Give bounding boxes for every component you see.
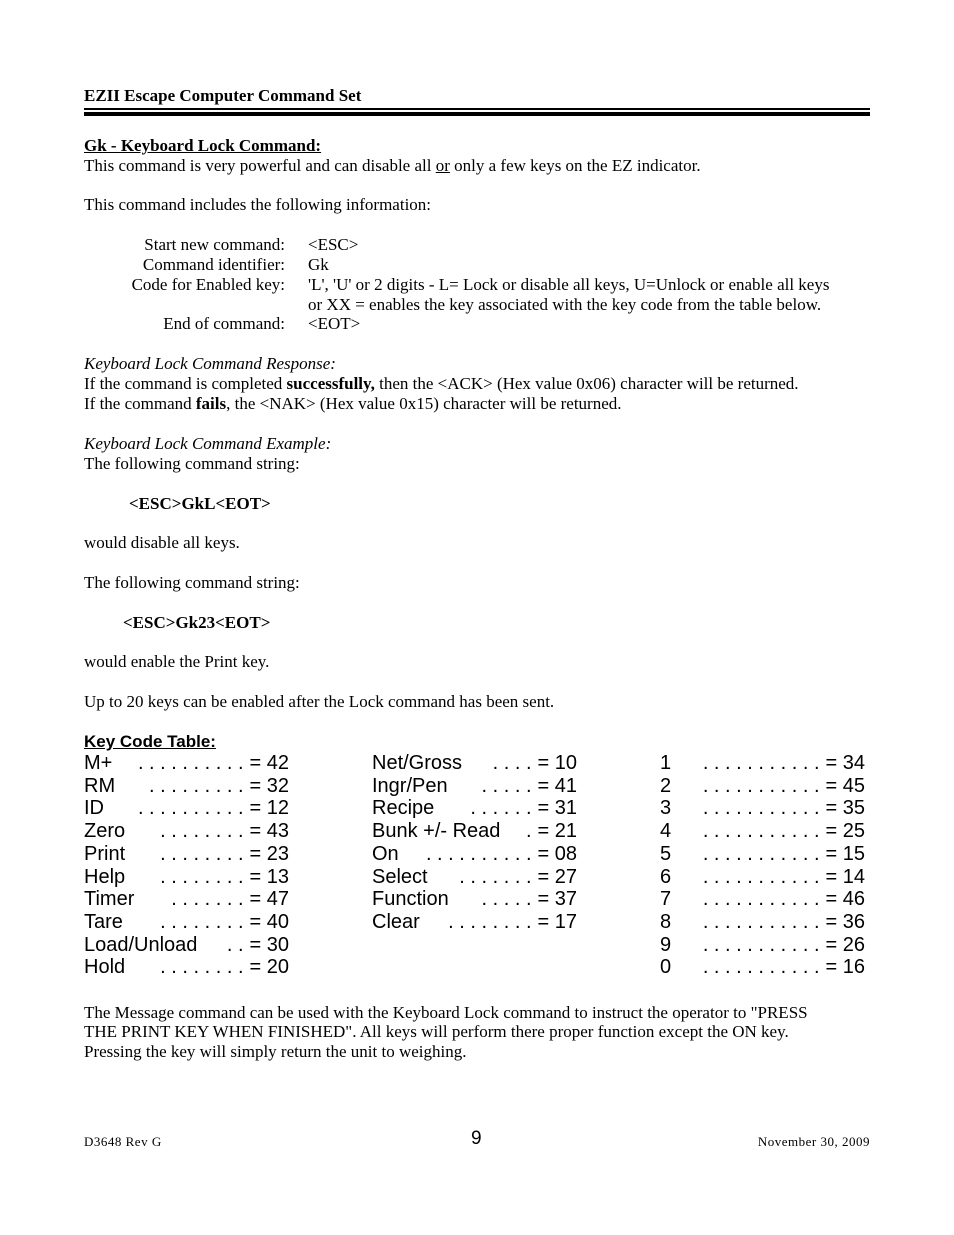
leader-dots: . . . . . xyxy=(481,888,532,911)
param-value: <EOT> xyxy=(308,314,361,333)
footer-doc-id: D3648 Rev G xyxy=(84,1134,162,1149)
key-code-row xyxy=(84,866,289,889)
key-code-value: = 46 xyxy=(825,888,865,911)
example-result: would enable the Print key. xyxy=(84,652,270,671)
closing-line: Pressing the key will simply return the unit to weighing. xyxy=(84,1042,467,1061)
key-name: Clear xyxy=(372,910,420,933)
key-name: 7 xyxy=(660,888,672,911)
key-code-value: = 30 xyxy=(249,933,289,956)
leader-dots: . . . . . . . . . . xyxy=(425,842,532,865)
key-name: 4 xyxy=(660,820,672,843)
key-code-value: = 08 xyxy=(537,842,577,865)
key-code-value: = 27 xyxy=(537,865,577,888)
example-note: Up to 20 keys can be enabled after the Lock command has been sent. xyxy=(84,692,555,711)
key-code-value: = 35 xyxy=(825,797,865,820)
leader-dots: . . . . . . . . . . . xyxy=(702,956,820,979)
document-header-title: EZII Escape Computer Command Set xyxy=(84,86,362,105)
leader-dots: . xyxy=(525,820,532,843)
key-name: Recipe xyxy=(372,797,435,820)
key-name: Tare xyxy=(84,910,123,933)
param-value: Gk xyxy=(308,255,329,274)
param-value: 'L', 'U' or 2 digits - L= Lock or disable all keys, U=Unlock or enable all keys xyxy=(308,275,830,294)
key-name: 6 xyxy=(660,865,672,888)
leader-dots: . . . . . . . . . . . xyxy=(702,752,820,774)
key-code-value: = 17 xyxy=(537,910,577,933)
intro-text-a: This command is very powerful and can disable all xyxy=(84,156,436,175)
key-code-value: = 26 xyxy=(825,933,865,956)
example-result: would disable all keys. xyxy=(84,533,240,552)
example-intro: The following command string: xyxy=(84,573,300,592)
key-table-title: Key Code Table: xyxy=(84,732,216,751)
key-code-row xyxy=(84,843,289,866)
leader-dots: . . . . . . . xyxy=(459,865,532,888)
leader-dots: . . . . . . . . . xyxy=(149,774,244,797)
key-name: Ingr/Pen xyxy=(372,774,448,797)
leader-dots: . . . . . . . . . . . xyxy=(702,797,820,820)
key-code-row xyxy=(660,820,865,843)
key-code-row xyxy=(660,911,865,934)
key-code-value: = 20 xyxy=(249,956,289,979)
key-code-row xyxy=(372,888,577,911)
key-code-value: = 21 xyxy=(537,820,577,843)
key-name: Zero xyxy=(84,820,126,843)
includes-line: This command includes the following information: xyxy=(84,195,432,214)
leader-dots: . . . . . . . . xyxy=(160,820,244,843)
key-code-row xyxy=(84,797,289,820)
key-code-row xyxy=(84,820,289,843)
key-code-value: = 32 xyxy=(249,774,289,797)
param-value: <ESC> xyxy=(308,235,359,254)
key-code-row xyxy=(84,956,289,979)
param-label: Command identifier: xyxy=(142,255,285,274)
key-code-row xyxy=(660,956,865,979)
key-name: Select xyxy=(372,865,428,888)
key-code-row xyxy=(660,775,865,798)
leader-dots: . . . . xyxy=(492,752,532,774)
key-code-row xyxy=(372,797,577,820)
param-label: End of command: xyxy=(163,314,285,333)
param-label: Start new command: xyxy=(144,235,285,254)
leader-dots: . . . . . . . . xyxy=(448,910,532,933)
leader-dots: . . . . . . . . . . . xyxy=(702,820,820,843)
key-code-value: = 12 xyxy=(249,797,289,820)
key-name: Bunk +/- Read xyxy=(372,820,501,843)
leader-dots: . . . . . . xyxy=(470,797,532,820)
response-title: Keyboard Lock Command Response: xyxy=(84,354,336,373)
leader-dots: . . . . . . . . . . xyxy=(137,797,244,820)
leader-dots: . . . . . . . . . . . xyxy=(702,888,820,911)
key-code-row xyxy=(660,797,865,820)
key-code-row xyxy=(660,934,865,957)
key-name: 9 xyxy=(660,933,672,956)
key-code-value: = 37 xyxy=(537,888,577,911)
leader-dots: . . . . . . . . xyxy=(160,910,244,933)
key-name: ID xyxy=(84,797,104,820)
key-name: Print xyxy=(84,842,126,865)
key-code-value: = 31 xyxy=(537,797,577,820)
key-code-value: = 47 xyxy=(249,888,289,911)
key-code-row xyxy=(84,752,289,775)
key-name: Timer xyxy=(84,888,135,911)
key-code-value: = 41 xyxy=(537,774,577,797)
param-value-continued: or XX = enables the key associated with the key code from the table below. xyxy=(308,295,822,314)
key-name: Net/Gross xyxy=(372,752,463,774)
key-code-value: = 34 xyxy=(825,752,865,774)
key-code-row xyxy=(84,775,289,798)
key-name: 8 xyxy=(660,910,672,933)
leader-dots: . . . . . . . . . . . xyxy=(702,865,820,888)
key-code-row xyxy=(84,911,289,934)
key-code-value: = 13 xyxy=(249,865,289,888)
key-name: 3 xyxy=(660,797,672,820)
response-text: then the <ACK> (Hex value 0x06) character will be returned. xyxy=(374,374,799,393)
closing-line: The Message command can be used with the Keyboard Lock command to instruct the operator to "PRESS xyxy=(84,1003,808,1022)
key-code-value: = 14 xyxy=(825,865,865,888)
example-intro: The following command string: xyxy=(84,454,300,473)
param-label: Code for Enabled key: xyxy=(131,275,285,294)
key-name: Function xyxy=(372,888,449,911)
response-text: If the command xyxy=(84,394,196,413)
intro-text-or: or xyxy=(435,156,450,175)
closing-line: THE PRINT KEY WHEN FINISHED". All keys will perform there proper function except the ON key. xyxy=(84,1022,789,1041)
page-number: 9 xyxy=(471,1128,482,1149)
key-name: Help xyxy=(84,865,126,888)
intro-text-b: only a few keys on the EZ indicator. xyxy=(449,156,701,175)
key-code-row xyxy=(372,843,577,866)
key-code-value: = 36 xyxy=(825,910,865,933)
response-text: If the command is completed xyxy=(84,374,287,393)
key-code-value: = 15 xyxy=(825,842,865,865)
key-name: 2 xyxy=(660,774,672,797)
key-code-row xyxy=(84,934,289,957)
footer-date: November 30, 2009 xyxy=(757,1134,870,1149)
leader-dots: . . xyxy=(226,933,244,956)
key-name: Hold xyxy=(84,956,126,979)
section-heading: Gk - Keyboard Lock Command: xyxy=(84,136,322,155)
key-code-row xyxy=(372,820,577,843)
key-name: RM xyxy=(84,774,116,797)
key-code-value: = 16 xyxy=(825,956,865,979)
leader-dots: . . . . . . . . xyxy=(160,956,244,979)
key-code-row xyxy=(372,752,577,775)
leader-dots: . . . . . . . . xyxy=(160,842,244,865)
response-text: , the <NAK> (Hex value 0x15) character will be returned. xyxy=(226,394,622,413)
key-code-row xyxy=(660,866,865,889)
key-code-row xyxy=(372,866,577,889)
leader-dots: . . . . . . . . . . . xyxy=(702,933,820,956)
key-code-value: = 40 xyxy=(249,910,289,933)
response-emphasis: successfully, xyxy=(286,374,375,393)
leader-dots: . . . . . . . . . . . xyxy=(702,910,820,933)
key-name: M+ xyxy=(84,752,113,774)
example-title: Keyboard Lock Command Example: xyxy=(84,434,332,453)
key-name: On xyxy=(372,842,399,865)
key-code-row xyxy=(660,843,865,866)
key-code-value: = 10 xyxy=(537,752,577,774)
key-code-value: = 42 xyxy=(249,752,289,774)
example-command: <ESC>Gk23<EOT> xyxy=(123,613,271,632)
leader-dots: . . . . . . . . . . . xyxy=(702,842,820,865)
key-code-value: = 23 xyxy=(249,842,289,865)
key-code-row xyxy=(372,911,577,934)
leader-dots: . . . . . . . . . . . xyxy=(702,774,820,797)
key-code-value: = 43 xyxy=(249,820,289,843)
response-emphasis: fails xyxy=(195,394,227,413)
key-code-row xyxy=(372,775,577,798)
leader-dots: . . . . . . . . . . xyxy=(137,752,244,774)
key-code-row xyxy=(84,888,289,911)
key-name: Load/Unload xyxy=(84,933,198,956)
key-name: 5 xyxy=(660,842,672,865)
leader-dots: . . . . . xyxy=(481,774,532,797)
key-code-row xyxy=(660,888,865,911)
key-code-value: = 25 xyxy=(825,820,865,843)
key-name: 1 xyxy=(660,752,672,774)
key-code-value: = 45 xyxy=(825,774,865,797)
leader-dots: . . . . . . . . xyxy=(160,865,244,888)
leader-dots: . . . . . . . xyxy=(171,888,244,911)
key-name: 0 xyxy=(660,956,672,979)
key-code-row xyxy=(660,752,865,775)
example-command: <ESC>GkL<EOT> xyxy=(129,494,271,513)
